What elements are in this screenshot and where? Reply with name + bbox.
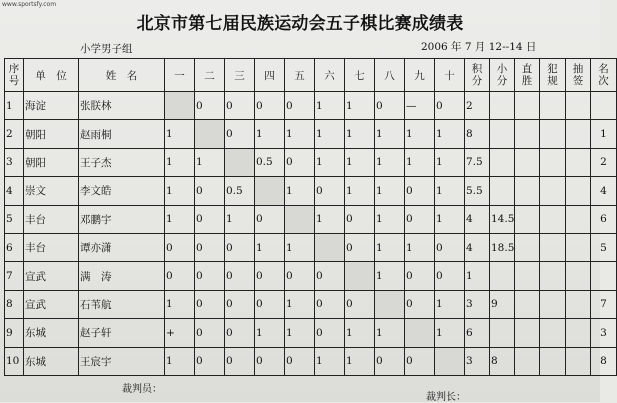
round-score-cell: 0 [255, 347, 285, 375]
subpoints-cell [490, 148, 515, 176]
direct-win-cell [515, 347, 540, 375]
rank-cell [591, 92, 617, 120]
round-score-cell: 0 [225, 92, 255, 120]
subpoints-cell [490, 262, 515, 290]
rank-cell: 8 [591, 347, 617, 375]
rank-cell: 5 [591, 233, 617, 261]
seq-cell: 4 [5, 177, 24, 205]
seq-cell: 9 [5, 319, 24, 347]
foul-cell [540, 233, 566, 261]
round-score-cell: 0 [225, 233, 255, 261]
table-row [5, 177, 617, 205]
draw-cell [566, 262, 591, 290]
seq-cell: 1 [5, 92, 24, 120]
round-score-cell: 0.5 [225, 177, 255, 205]
round-score-cell: 0 [405, 262, 435, 290]
header-foul: 犯 规 [540, 59, 566, 92]
name-cell: 李文皓 [79, 177, 165, 205]
header-round: 一 [165, 59, 195, 92]
foul-cell [540, 205, 566, 233]
table-row [5, 290, 617, 318]
header-name: 姓 名 [79, 59, 165, 92]
draw-cell [566, 120, 591, 148]
self-cell [195, 120, 225, 148]
round-score-cell: 1 [345, 319, 375, 347]
draw-cell [566, 290, 591, 318]
draw-cell [566, 233, 591, 261]
round-score-cell: 0 [375, 347, 405, 375]
direct-win-cell [515, 177, 540, 205]
name-cell: 赵子轩 [79, 319, 165, 347]
subpoints-cell [490, 177, 515, 205]
results-table [4, 58, 617, 376]
header-round: 七 [345, 59, 375, 92]
self-cell [165, 92, 195, 120]
round-score-cell: 1 [285, 319, 315, 347]
direct-win-cell [515, 92, 540, 120]
header-direct-win: 直 胜 [515, 59, 540, 92]
chief-referee-label: 裁判长： [426, 392, 466, 403]
foul-cell [540, 319, 566, 347]
round-score-cell: 1 [165, 205, 195, 233]
round-score-cell: 1 [405, 148, 435, 176]
header-subpoints: 小 分 [490, 59, 515, 92]
round-score-cell: 1 [345, 92, 375, 120]
rank-cell: 7 [591, 290, 617, 318]
round-score-cell: 0 [435, 233, 465, 261]
round-score-cell: 1 [375, 319, 405, 347]
rank-cell: 2 [591, 148, 617, 176]
round-score-cell: 1 [435, 148, 465, 176]
subpoints-cell [490, 319, 515, 347]
self-cell [405, 319, 435, 347]
header-seq: 序 号 [5, 59, 24, 92]
round-score-cell: 1 [345, 148, 375, 176]
points-cell: 7.5 [465, 148, 490, 176]
self-cell [435, 347, 465, 375]
round-score-cell: 1 [255, 120, 285, 148]
round-score-cell: 1 [285, 120, 315, 148]
round-score-cell: 1 [405, 233, 435, 261]
points-cell: 3 [465, 347, 490, 375]
self-cell [375, 290, 405, 318]
round-score-cell: 1 [435, 319, 465, 347]
name-cell: 张朕林 [79, 92, 165, 120]
round-score-cell: 1 [315, 120, 345, 148]
header-round: 五 [285, 59, 315, 92]
round-score-cell: 1 [255, 319, 285, 347]
seq-cell: 8 [5, 290, 24, 318]
foul-cell [540, 262, 566, 290]
round-score-cell: 0 [195, 205, 225, 233]
round-score-cell: 1 [165, 148, 195, 176]
round-score-cell: 1 [345, 120, 375, 148]
round-score-cell: 0 [375, 92, 405, 120]
table-row [5, 319, 617, 347]
round-score-cell: 0 [255, 290, 285, 318]
round-score-cell: 0 [255, 92, 285, 120]
seq-cell: 10 [5, 347, 24, 375]
round-score-cell: 1 [345, 347, 375, 375]
unit-cell: 宣武 [24, 262, 79, 290]
unit-cell: 朝阳 [24, 120, 79, 148]
round-score-cell: 0 [405, 290, 435, 318]
self-cell [345, 262, 375, 290]
direct-win-cell [515, 120, 540, 148]
header-round: 九 [405, 59, 435, 92]
round-score-cell: 0 [195, 177, 225, 205]
draw-cell [566, 148, 591, 176]
direct-win-cell [515, 262, 540, 290]
round-score-cell: 0 [315, 290, 345, 318]
draw-cell [566, 92, 591, 120]
round-score-cell: 0 [255, 262, 285, 290]
header-round: 六 [315, 59, 345, 92]
table-row [5, 120, 617, 148]
table-row [5, 148, 617, 176]
seq-cell: 2 [5, 120, 24, 148]
table-row [5, 262, 617, 290]
round-score-cell: 0 [315, 319, 345, 347]
table-row [5, 205, 617, 233]
round-score-cell: 1 [315, 205, 345, 233]
round-score-cell: 1 [375, 262, 405, 290]
foul-cell [540, 347, 566, 375]
round-score-cell: 0 [195, 233, 225, 261]
round-score-cell: 0 [315, 177, 345, 205]
group-label: 小学男子组 [80, 43, 133, 55]
round-score-cell: 0 [165, 262, 195, 290]
round-score-cell: 0 [195, 347, 225, 375]
points-cell: 4 [465, 233, 490, 261]
direct-win-cell [515, 290, 540, 318]
round-score-cell: 0 [285, 347, 315, 375]
points-cell: 1 [465, 262, 490, 290]
subpoints-cell: 18.5 [490, 233, 515, 261]
round-score-cell: 1 [435, 120, 465, 148]
rank-cell: 1 [591, 120, 617, 148]
round-score-cell: 1 [315, 148, 345, 176]
seq-cell: 7 [5, 262, 24, 290]
header-round: 二 [195, 59, 225, 92]
draw-cell [566, 319, 591, 347]
subpoints-cell: 14.5 [490, 205, 515, 233]
round-score-cell: 1 [195, 148, 225, 176]
rank-cell: 4 [591, 177, 617, 205]
direct-win-cell [515, 319, 540, 347]
round-score-cell: 1 [375, 233, 405, 261]
unit-cell: 海淀 [24, 92, 79, 120]
header-round: 四 [255, 59, 285, 92]
draw-cell [566, 205, 591, 233]
round-score-cell: 0 [225, 347, 255, 375]
table-row [5, 92, 617, 120]
seq-cell: 3 [5, 148, 24, 176]
round-score-cell: 0 [315, 262, 345, 290]
foul-cell [540, 177, 566, 205]
round-score-cell: 1 [315, 92, 345, 120]
round-score-cell: 1 [435, 205, 465, 233]
draw-cell [566, 177, 591, 205]
foul-cell [540, 148, 566, 176]
direct-win-cell [515, 205, 540, 233]
direct-win-cell [515, 233, 540, 261]
date-label: 2006 年 7 月 12--14 日 [421, 41, 537, 53]
name-cell: 邓鹏宇 [79, 205, 165, 233]
points-cell: 2 [465, 92, 490, 120]
round-score-cell: 1 [375, 120, 405, 148]
referee-label: 裁判员： [122, 384, 162, 395]
name-cell: 王子杰 [79, 148, 165, 176]
subpoints-cell: 8 [490, 347, 515, 375]
round-score-cell: 0 [435, 262, 465, 290]
unit-cell: 东城 [24, 319, 79, 347]
points-cell: 4 [465, 205, 490, 233]
name-cell: 王宸宇 [79, 347, 165, 375]
results-body [5, 92, 617, 376]
round-score-cell: 0 [285, 92, 315, 120]
table-row [5, 347, 617, 375]
name-cell: 石苇航 [79, 290, 165, 318]
round-score-cell: 0 [195, 262, 225, 290]
seq-cell: 5 [5, 205, 24, 233]
round-score-cell: 1 [435, 290, 465, 318]
round-score-cell: 0 [405, 347, 435, 375]
round-score-cell: 0 [345, 233, 375, 261]
table-row [5, 233, 617, 261]
round-score-cell: 0 [255, 205, 285, 233]
header-unit: 单 位 [24, 59, 79, 92]
points-cell: 5.5 [465, 177, 490, 205]
subpoints-cell: 9 [490, 290, 515, 318]
round-score-cell: 1 [375, 205, 405, 233]
points-cell: 8 [465, 120, 490, 148]
self-cell [285, 205, 315, 233]
round-score-cell: 0 [405, 177, 435, 205]
header-points: 积 分 [465, 59, 490, 92]
round-score-cell: 1 [405, 120, 435, 148]
direct-win-cell [515, 148, 540, 176]
round-score-cell: 1 [285, 177, 315, 205]
round-score-cell: 0 [285, 262, 315, 290]
header-round: 三 [225, 59, 255, 92]
name-cell: 满 涛 [79, 262, 165, 290]
points-cell: 3 [465, 290, 490, 318]
round-score-cell: 1 [375, 148, 405, 176]
subpoints-cell [490, 120, 515, 148]
foul-cell [540, 290, 566, 318]
round-score-cell: 1 [165, 177, 195, 205]
round-score-cell: 0 [435, 92, 465, 120]
round-score-cell: 1 [285, 233, 315, 261]
points-cell: 6 [465, 319, 490, 347]
self-cell [255, 177, 285, 205]
name-cell: 谭亦潇 [79, 233, 165, 261]
foul-cell [540, 92, 566, 120]
header-row [5, 59, 617, 92]
round-score-cell: 0 [225, 120, 255, 148]
subpoints-cell [490, 92, 515, 120]
unit-cell: 宣武 [24, 290, 79, 318]
round-score-cell: 0 [285, 148, 315, 176]
unit-cell: 丰台 [24, 205, 79, 233]
round-score-cell: 0 [345, 290, 375, 318]
round-score-cell: 1 [165, 290, 195, 318]
round-score-cell: 1 [225, 205, 255, 233]
header-draw: 抽 签 [566, 59, 591, 92]
seq-cell: 6 [5, 233, 24, 261]
unit-cell: 崇文 [24, 177, 79, 205]
round-score-cell: 0 [165, 233, 195, 261]
round-score-cell: 0 [345, 205, 375, 233]
header-rank: 名 次 [591, 59, 617, 92]
round-score-cell: 1 [285, 290, 315, 318]
rank-cell: 3 [591, 319, 617, 347]
round-score-cell: 0 [405, 205, 435, 233]
round-score-cell: 0 [195, 92, 225, 120]
round-score-cell: 1 [165, 120, 195, 148]
round-score-cell: 0 [225, 319, 255, 347]
round-score-cell: 1 [165, 347, 195, 375]
round-score-cell: 1 [315, 347, 345, 375]
header-round: 十 [435, 59, 465, 92]
self-cell [225, 148, 255, 176]
draw-cell [566, 347, 591, 375]
rank-cell: 6 [591, 205, 617, 233]
unit-cell: 朝阳 [24, 148, 79, 176]
round-score-cell: 0 [195, 319, 225, 347]
sheet-title: 北京市第七届民族运动会五子棋比赛成绩表 [136, 14, 464, 34]
round-score-cell: 1 [255, 233, 285, 261]
self-cell [315, 233, 345, 261]
header-round: 八 [375, 59, 405, 92]
round-score-cell: 1 [375, 177, 405, 205]
rank-cell [591, 262, 617, 290]
round-score-cell: 0 [195, 290, 225, 318]
name-cell: 赵雨桐 [79, 120, 165, 148]
round-score-cell: 1 [435, 177, 465, 205]
round-score-cell: — [405, 92, 435, 120]
round-score-cell: 0 [225, 290, 255, 318]
watermark: www.sportsfy.com [2, 1, 57, 8]
unit-cell: 丰台 [24, 233, 79, 261]
round-score-cell: + [165, 319, 195, 347]
round-score-cell: 0.5 [255, 148, 285, 176]
foul-cell [540, 120, 566, 148]
round-score-cell: 0 [225, 262, 255, 290]
round-score-cell: 1 [345, 177, 375, 205]
unit-cell: 东城 [24, 347, 79, 375]
